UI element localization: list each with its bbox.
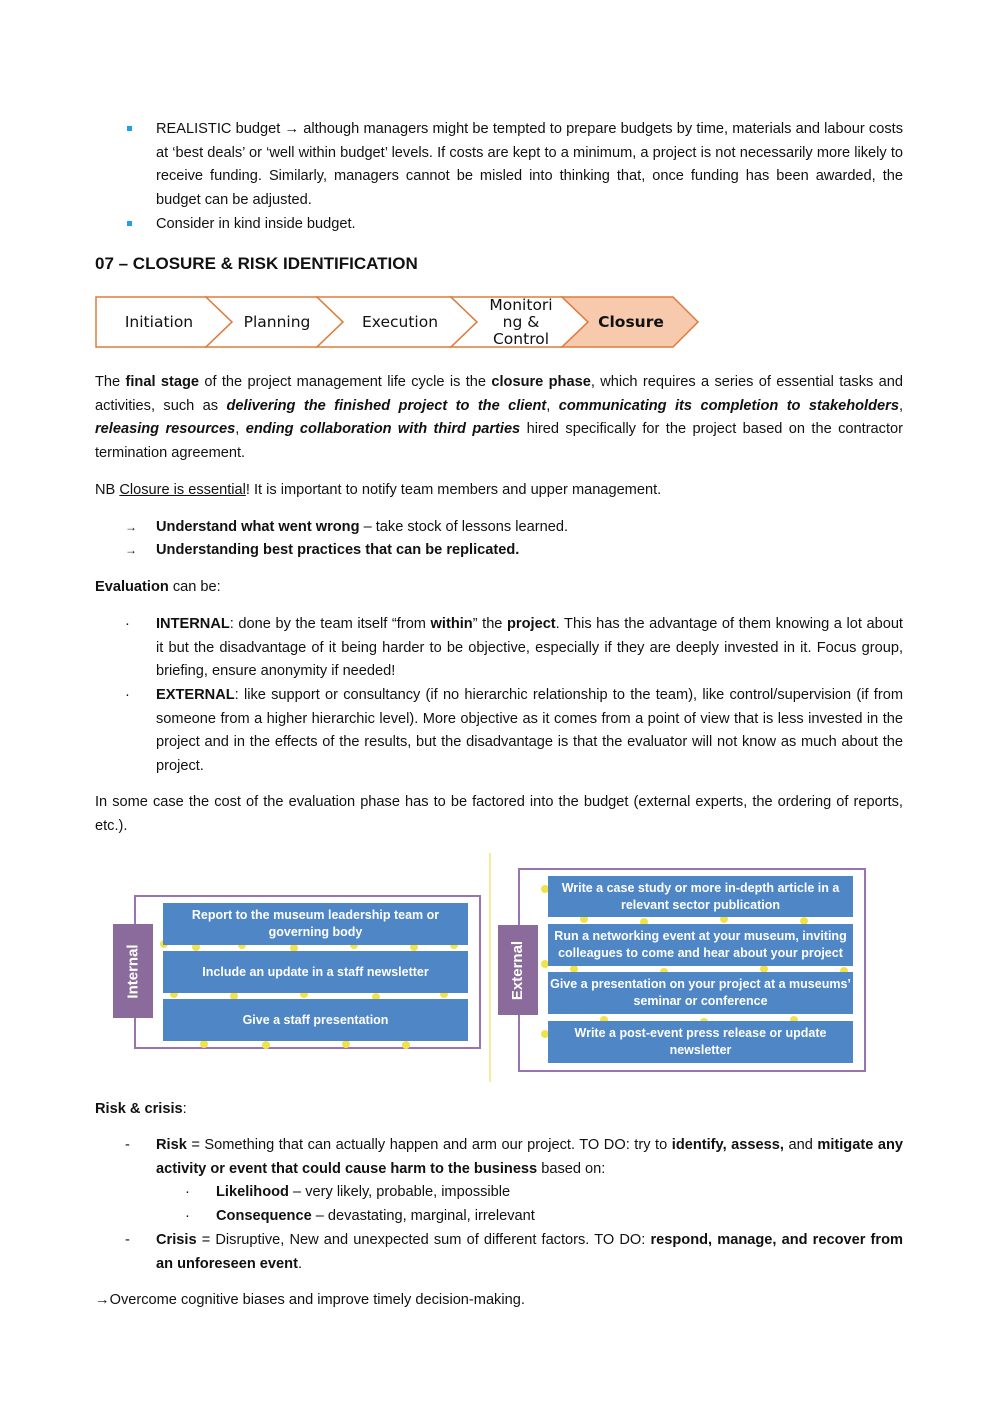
decorative-dot (580, 915, 588, 923)
decorative-dot (238, 941, 246, 949)
decorative-dot (700, 1018, 708, 1026)
decorative-dot (410, 943, 418, 951)
risk-heading: Risk & crisis: (95, 1101, 187, 1117)
square-bullet-icon (127, 126, 132, 131)
stage-label-closure: Closure (598, 312, 664, 331)
closure-intro-paragraph: The final stage of the project management life cycle is the closure phase, which requires a series of essential tasks and activities, such as delivering the finished project to the client, communicating its completion to stakeholders, releasing resources, ending collaboration with third parties hired specifically for the project based on the contractor termination agreement. (95, 374, 904, 461)
budget-bullet-1-text: REALISTIC budget → although managers might be tempted to prepare budgets by time, materials and labour costs at ‘best deals’ or ‘well within budget’ levels. If costs are kept to a minimum, a project is not necessarily more likely to receive funding. Similarly, managers cannot be misled into thinking that, once funding has been awarded, the budget can be adjusted. (156, 121, 903, 208)
decorative-dot (600, 1016, 608, 1024)
external-frame (518, 868, 866, 1072)
internal-label: Internal (113, 924, 153, 1018)
dash-bullet-icon: - (125, 1137, 130, 1153)
decorative-dot (300, 990, 308, 998)
decorative-dot (440, 990, 448, 998)
stage-label-monitoring: Monitori ng & Control (489, 295, 553, 348)
external-item: Give a presentation on your project at a museums’ seminar or conference (548, 972, 853, 1014)
internal-item: Give a staff presentation (163, 999, 468, 1041)
decorative-dot (800, 917, 808, 925)
external-item: Write a case study or more in-depth article in a relevant sector publication (548, 876, 853, 917)
dot-bullet-icon: · (125, 616, 130, 632)
external-label: External (498, 925, 538, 1015)
decorative-dot (262, 1041, 270, 1049)
dot-bullet-icon: · (185, 1184, 190, 1200)
decorative-dot (200, 1040, 208, 1048)
stage-label-initiation: Initiation (124, 312, 194, 331)
evaluation-cost-note: In some case the cost of the evaluation phase has to be factored into the budget (external experts, the ordering of reports, etc.). (95, 794, 903, 834)
internal-frame (134, 895, 481, 1049)
decorative-dot (192, 943, 200, 951)
decorative-dot (342, 1040, 350, 1048)
external-item: Run a networking event at your museum, inviting colleagues to come and hear about your project (548, 924, 853, 966)
decorative-dot (840, 967, 848, 975)
decorative-dot (541, 1030, 549, 1038)
decorative-dot (640, 918, 648, 926)
square-bullet-icon (127, 221, 132, 226)
decorative-dot (170, 990, 178, 998)
dot-bullet-icon: · (185, 1208, 190, 1224)
decorative-dot (160, 940, 168, 948)
internal-item: Include an update in a staff newsletter (163, 951, 468, 993)
arrow-bullet-icon: → (125, 543, 137, 557)
decorative-dot (230, 992, 238, 1000)
lifecycle-chevron-diagram (95, 296, 700, 348)
decorative-dot (350, 941, 358, 949)
external-item: Write a post-event press release or update newsletter (548, 1021, 853, 1063)
section-heading: 07 – CLOSURE & RISK IDENTIFICATION (95, 254, 418, 273)
nb-note: NB Closure is essential! It is important to notify team members and upper management. (95, 482, 662, 498)
decorative-dot (290, 944, 298, 952)
decorative-dot (760, 965, 768, 973)
dash-bullet-icon: - (125, 1232, 130, 1248)
decorative-dot (541, 960, 549, 968)
decorative-dot (450, 941, 458, 949)
budget-bullet-2-text: Consider in kind inside budget. (156, 216, 356, 232)
closing-line: →Overcome cognitive biases and improve timely decision-making. (95, 1292, 525, 1308)
decorative-dot (372, 993, 380, 1001)
right-arrow-icon: → (95, 1292, 110, 1308)
decorative-dot (720, 915, 728, 923)
stage-label-planning: Planning (243, 312, 311, 331)
internal-item: Report to the museum leadership team or governing body (163, 903, 468, 945)
dot-bullet-icon: · (125, 687, 130, 703)
decorative-dot (790, 1016, 798, 1024)
decorative-dot (402, 1041, 410, 1049)
decorative-dot (570, 965, 578, 973)
decorative-dot (660, 968, 668, 976)
evaluation-lead: Evaluation can be: (95, 579, 221, 595)
right-arrow-icon: → (284, 121, 300, 137)
stage-label-execution: Execution (361, 312, 439, 331)
diagram-divider (489, 853, 491, 1082)
decorative-dot (541, 885, 549, 893)
arrow-bullet-icon: → (125, 520, 137, 534)
